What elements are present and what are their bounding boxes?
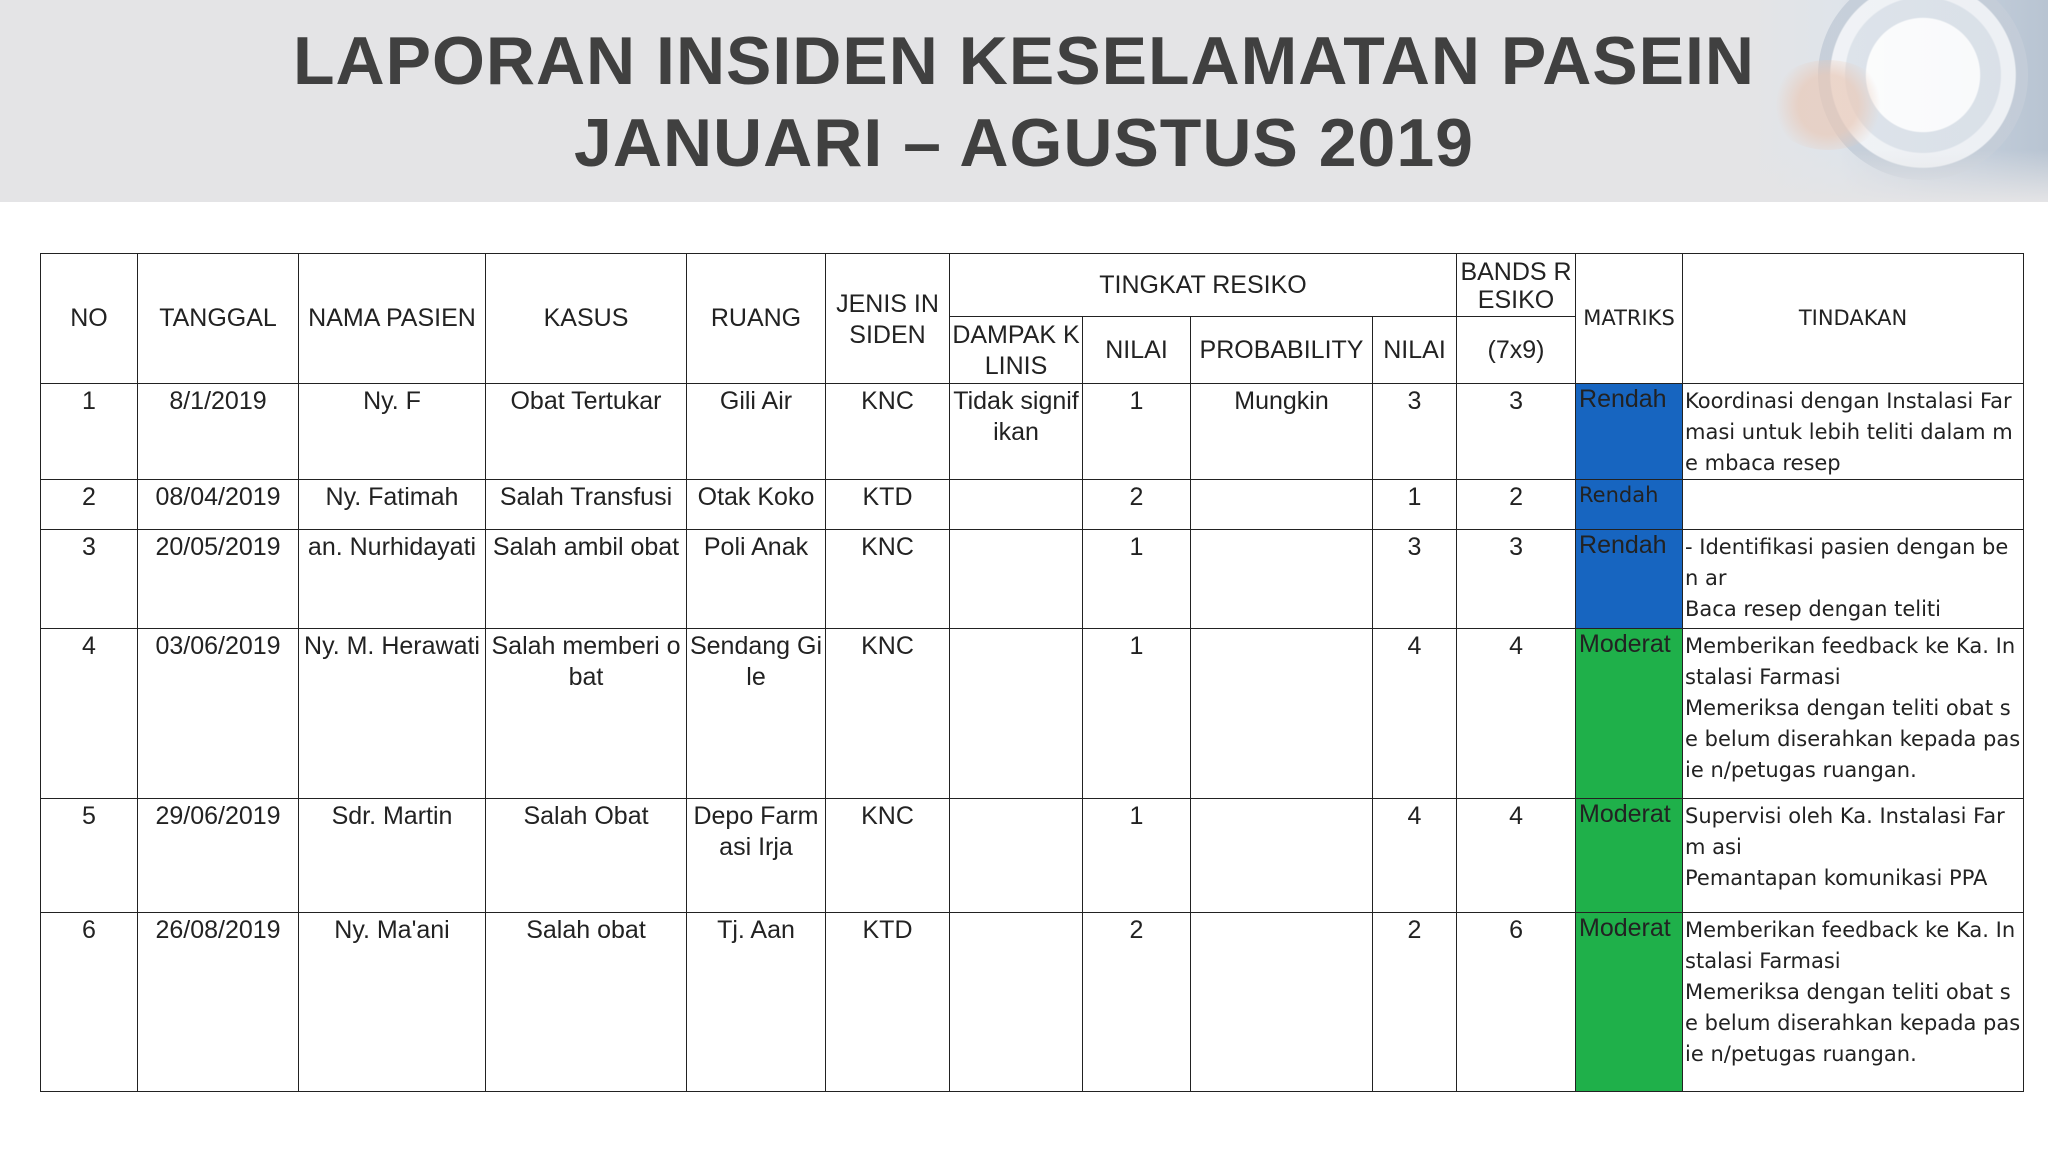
- header-bands-resiko: BANDS R ESIKO: [1457, 254, 1576, 317]
- row-nilai-probability: 2: [1373, 913, 1457, 1092]
- table-row: [41, 384, 2024, 480]
- row-bands-resiko: 4: [1457, 799, 1576, 913]
- tindakan-line: Baca resep dengan teliti: [1685, 597, 1941, 621]
- row-nama-pasien: Ny. F: [299, 384, 486, 480]
- table-row: [41, 480, 2024, 530]
- row-jenis-insiden: KTD: [826, 913, 950, 1092]
- header-probability: PROBABILITY: [1191, 317, 1373, 384]
- header-tanggal: TANGGAL: [138, 254, 299, 384]
- table-row: [41, 530, 2024, 629]
- tindakan-line: Memberikan feedback ke Ka. In stalasi Farmasi: [1685, 634, 2016, 689]
- row-matriks-badge: Rendah: [1576, 384, 1683, 480]
- row-nilai-probability: 4: [1373, 799, 1457, 913]
- row-probability: [1191, 629, 1373, 799]
- row-jenis-insiden: KNC: [826, 384, 950, 480]
- tindakan-line: Pemantapan komunikasi PPA: [1685, 866, 1988, 890]
- row-ruang: Otak Koko: [687, 480, 826, 530]
- row-matriks-badge: Rendah: [1576, 530, 1683, 629]
- row-nama-pasien: Sdr. Martin: [299, 799, 486, 913]
- row-nilai-probability: 4: [1373, 629, 1457, 799]
- row-bands-resiko: 3: [1457, 384, 1576, 480]
- row-bands-resiko: 6: [1457, 913, 1576, 1092]
- header-dampak-klinis: DAMPAK KLINIS: [950, 317, 1083, 384]
- row-kasus: Salah Obat: [486, 799, 687, 913]
- header-bands-7x9: (7x9): [1457, 317, 1576, 384]
- row-kasus: Salah obat: [486, 913, 687, 1092]
- row-nama-pasien: Ny. M. Herawati: [299, 629, 486, 799]
- row-bands-resiko: 4: [1457, 629, 1576, 799]
- table-row: [41, 913, 2024, 1092]
- row-tanggal: 26/08/2019: [138, 913, 299, 1092]
- tindakan-line: Memberikan feedback ke Ka. In stalasi Farmasi: [1685, 918, 2016, 973]
- table-row: [41, 629, 2024, 799]
- header-kasus: KASUS: [486, 254, 687, 384]
- incident-report-table: [40, 253, 2024, 1092]
- row-nama-pasien: an. Nurhidayati: [299, 530, 486, 629]
- row-nama-pasien: Ny. Ma'ani: [299, 913, 486, 1092]
- row-tanggal: 8/1/2019: [138, 384, 299, 480]
- row-kasus: Salah Transfusi: [486, 480, 687, 530]
- header-tindakan: TINDAKAN: [1683, 254, 2024, 384]
- row-ruang: Gili Air: [687, 384, 826, 480]
- row-tanggal: 20/05/2019: [138, 530, 299, 629]
- row-no: 6: [41, 913, 138, 1092]
- row-kasus: Salah memberi o bat: [486, 629, 687, 799]
- row-matriks-badge: Moderat: [1576, 913, 1683, 1092]
- row-jenis-insiden: KTD: [826, 480, 950, 530]
- row-no: 4: [41, 629, 138, 799]
- row-tanggal: 03/06/2019: [138, 629, 299, 799]
- row-probability: [1191, 799, 1373, 913]
- row-nama-pasien: Ny. Fatimah: [299, 480, 486, 530]
- header-matriks: MATRIKS: [1576, 254, 1683, 384]
- row-tindakan: [1683, 913, 2024, 1092]
- row-nilai-dampak: 1: [1083, 384, 1191, 480]
- row-dampak-klinis: [950, 480, 1083, 530]
- tindakan-line: Koordinasi dengan Instalasi Far masi untuk lebih teliti dalam me mbaca resep: [1685, 389, 2013, 475]
- header-nilai-dampak: NILAI: [1083, 317, 1191, 384]
- row-nilai-probability: 3: [1373, 530, 1457, 629]
- header-nilai-probability: NILAI: [1373, 317, 1457, 384]
- row-probability: [1191, 530, 1373, 629]
- row-bands-resiko: 3: [1457, 530, 1576, 629]
- row-dampak-klinis: Tidak signif ikan: [950, 384, 1083, 480]
- row-no: 1: [41, 384, 138, 480]
- row-ruang: Poli Anak: [687, 530, 826, 629]
- row-ruang: Sendang Gi le: [687, 629, 826, 799]
- header-tingkat-resiko: TINGKAT RESIKO: [950, 254, 1457, 317]
- row-tindakan: [1683, 480, 2024, 530]
- header-jenis-insiden: JENIS IN SIDEN: [826, 254, 950, 384]
- row-nilai-dampak: 1: [1083, 629, 1191, 799]
- row-tindakan: [1683, 384, 2024, 480]
- row-tindakan: [1683, 799, 2024, 913]
- tindakan-line: - Identifikasi pasien dengan ben ar: [1685, 535, 2009, 590]
- header-no: NO: [41, 254, 138, 384]
- row-no: 2: [41, 480, 138, 530]
- row-ruang: Tj. Aan: [687, 913, 826, 1092]
- tindakan-line: Supervisi oleh Ka. Instalasi Farm asi: [1685, 804, 2005, 859]
- row-matriks-badge: Rendah: [1576, 480, 1683, 530]
- row-matriks-badge: Moderat: [1576, 629, 1683, 799]
- row-dampak-klinis: [950, 913, 1083, 1092]
- row-tindakan: [1683, 629, 2024, 799]
- row-bands-resiko: 2: [1457, 480, 1576, 530]
- tindakan-line: Memeriksa dengan teliti obat se belum diserahkan kepada pasie n/petugas ruangan.: [1685, 696, 2021, 782]
- row-tindakan: [1683, 530, 2024, 629]
- row-dampak-klinis: [950, 799, 1083, 913]
- row-nilai-dampak: 2: [1083, 913, 1191, 1092]
- row-nilai-dampak: 1: [1083, 530, 1191, 629]
- row-kasus: Obat Tertukar: [486, 384, 687, 480]
- tindakan-line: Memeriksa dengan teliti obat se belum diserahkan kepada pasie n/petugas ruangan.: [1685, 980, 2021, 1066]
- row-dampak-klinis: [950, 629, 1083, 799]
- page-title-line1: LAPORAN INSIDEN KESELAMATAN PASEIN: [292, 23, 1756, 99]
- row-ruang: Depo Farm asi Irja: [687, 799, 826, 913]
- row-nilai-dampak: 1: [1083, 799, 1191, 913]
- row-jenis-insiden: KNC: [826, 629, 950, 799]
- table-row: [41, 799, 2024, 913]
- row-probability: [1191, 913, 1373, 1092]
- header-ruang: RUANG: [687, 254, 826, 384]
- page-title-line2: JANUARI – AGUSTUS 2019: [574, 105, 1474, 181]
- header-nama-pasien: NAMA PASIEN: [299, 254, 486, 384]
- row-no: 3: [41, 530, 138, 629]
- row-no: 5: [41, 799, 138, 913]
- row-probability: [1191, 480, 1373, 530]
- row-kasus: Salah ambil obat: [486, 530, 687, 629]
- row-jenis-insiden: KNC: [826, 799, 950, 913]
- row-nilai-dampak: 2: [1083, 480, 1191, 530]
- row-nilai-probability: 1: [1373, 480, 1457, 530]
- row-nilai-probability: 3: [1373, 384, 1457, 480]
- row-tanggal: 08/04/2019: [138, 480, 299, 530]
- row-dampak-klinis: [950, 530, 1083, 629]
- row-probability: Mungkin: [1191, 384, 1373, 480]
- row-jenis-insiden: KNC: [826, 530, 950, 629]
- row-matriks-badge: Moderat: [1576, 799, 1683, 913]
- row-tanggal: 29/06/2019: [138, 799, 299, 913]
